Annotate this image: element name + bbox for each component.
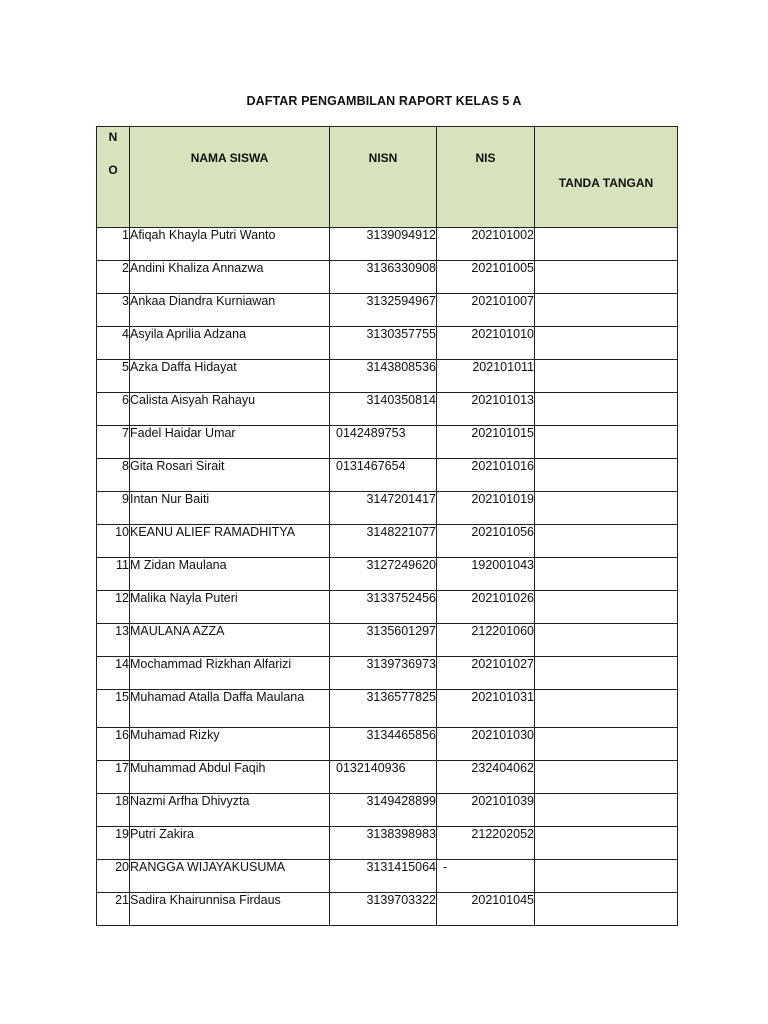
nis-cell: 202101015 bbox=[437, 426, 535, 459]
signature-cell bbox=[535, 657, 678, 690]
header-name: NAMA SISWA bbox=[130, 127, 330, 228]
table-row bbox=[97, 525, 678, 558]
student-name-cell: Ankaa Diandra Kurniawan bbox=[130, 294, 330, 327]
nis-cell: 202101010 bbox=[437, 327, 535, 360]
table-row bbox=[97, 393, 678, 426]
row-number-cell: 18 bbox=[97, 794, 130, 827]
student-name-cell: Malika Nayla Puteri bbox=[130, 591, 330, 624]
nis-cell: 202101030 bbox=[437, 728, 535, 761]
nis-cell: 232404062 bbox=[437, 761, 535, 794]
student-name-cell: RANGGA WIJAYAKUSUMA bbox=[130, 860, 330, 893]
row-number-cell: 6 bbox=[97, 393, 130, 426]
signature-cell bbox=[535, 228, 678, 261]
signature-cell bbox=[535, 624, 678, 657]
signature-cell bbox=[535, 294, 678, 327]
header-nisn: NISN bbox=[330, 127, 437, 228]
signature-cell bbox=[535, 393, 678, 426]
table-row bbox=[97, 558, 678, 591]
nis-cell: 202101039 bbox=[437, 794, 535, 827]
nisn-cell: 3136330908 bbox=[330, 261, 437, 294]
row-number-cell: 8 bbox=[97, 459, 130, 492]
nis-cell: 202101011 bbox=[437, 360, 535, 393]
table-body bbox=[97, 228, 678, 926]
nis-cell: 202101026 bbox=[437, 591, 535, 624]
roster-table bbox=[96, 126, 678, 926]
row-number-cell: 15 bbox=[97, 690, 130, 728]
nisn-cell: 3143808536 bbox=[330, 360, 437, 393]
table-row bbox=[97, 794, 678, 827]
nis-cell: 202101002 bbox=[437, 228, 535, 261]
header-no bbox=[97, 127, 130, 228]
row-number-cell: 3 bbox=[97, 294, 130, 327]
student-name-cell: Calista Aisyah Rahayu bbox=[130, 393, 330, 426]
nisn-cell: 3148221077 bbox=[330, 525, 437, 558]
signature-cell bbox=[535, 860, 678, 893]
nisn-cell: 0132140936 bbox=[330, 761, 437, 794]
student-name-cell: MAULANA AZZA bbox=[130, 624, 330, 657]
row-number-cell: 4 bbox=[97, 327, 130, 360]
table-row bbox=[97, 261, 678, 294]
row-number-cell: 21 bbox=[97, 893, 130, 926]
nisn-cell: 0142489753 bbox=[330, 426, 437, 459]
signature-cell bbox=[535, 492, 678, 525]
nis-cell: 202101007 bbox=[437, 294, 535, 327]
nisn-cell: 3134465856 bbox=[330, 728, 437, 761]
header-no-line2: O bbox=[108, 163, 118, 178]
nisn-cell: 3147201417 bbox=[330, 492, 437, 525]
row-number-cell: 5 bbox=[97, 360, 130, 393]
table-row bbox=[97, 360, 678, 393]
header-row bbox=[97, 127, 678, 228]
signature-cell bbox=[535, 728, 678, 761]
nisn-cell: 3139703322 bbox=[330, 893, 437, 926]
nis-cell: - bbox=[437, 860, 535, 893]
nisn-cell: 0131467654 bbox=[330, 459, 437, 492]
student-name-cell: Muhamad Rizky bbox=[130, 728, 330, 761]
nis-cell: 202101005 bbox=[437, 261, 535, 294]
table-row bbox=[97, 228, 678, 261]
row-number-cell: 9 bbox=[97, 492, 130, 525]
nis-cell: 212201060 bbox=[437, 624, 535, 657]
nisn-cell: 3138398983 bbox=[330, 827, 437, 860]
signature-cell bbox=[535, 459, 678, 492]
student-name-cell: Azka Daffa Hidayat bbox=[130, 360, 330, 393]
nis-cell: 202101019 bbox=[437, 492, 535, 525]
nisn-cell: 3139736973 bbox=[330, 657, 437, 690]
student-name-cell: Sadira Khairunnisa Firdaus bbox=[130, 893, 330, 926]
nisn-cell: 3149428899 bbox=[330, 794, 437, 827]
student-name-cell: Muhammad Abdul Faqih bbox=[130, 761, 330, 794]
signature-cell bbox=[535, 558, 678, 591]
student-name-cell: Intan Nur Baiti bbox=[130, 492, 330, 525]
nisn-cell: 3132594967 bbox=[330, 294, 437, 327]
row-number-cell: 13 bbox=[97, 624, 130, 657]
table-row bbox=[97, 827, 678, 860]
student-name-cell: Putri Zakira bbox=[130, 827, 330, 860]
nis-cell: 202101013 bbox=[437, 393, 535, 426]
row-number-cell: 16 bbox=[97, 728, 130, 761]
student-name-cell: Gita Rosari Sirait bbox=[130, 459, 330, 492]
student-name-cell: Afiqah Khayla Putri Wanto bbox=[130, 228, 330, 261]
nisn-cell: 3140350814 bbox=[330, 393, 437, 426]
nis-cell: 202101016 bbox=[437, 459, 535, 492]
table-row bbox=[97, 327, 678, 360]
header-signature: TANDA TANGAN bbox=[535, 127, 678, 228]
table-row bbox=[97, 860, 678, 893]
header-no-line1: N bbox=[108, 130, 118, 144]
nisn-cell: 3133752456 bbox=[330, 591, 437, 624]
nis-cell: 212202052 bbox=[437, 827, 535, 860]
student-name-cell: Muhamad Atalla Daffa Maulana bbox=[130, 690, 330, 728]
row-number-cell: 17 bbox=[97, 761, 130, 794]
table-row bbox=[97, 294, 678, 327]
student-name-cell: Mochammad Rizkhan Alfarizi bbox=[130, 657, 330, 690]
nis-cell: 202101031 bbox=[437, 690, 535, 728]
signature-cell bbox=[535, 827, 678, 860]
nisn-cell: 3131415064 bbox=[330, 860, 437, 893]
header-nis: NIS bbox=[437, 127, 535, 228]
nisn-cell: 3136577825 bbox=[330, 690, 437, 728]
table-row bbox=[97, 893, 678, 926]
row-number-cell: 14 bbox=[97, 657, 130, 690]
row-number-cell: 20 bbox=[97, 860, 130, 893]
row-number-cell: 10 bbox=[97, 525, 130, 558]
signature-cell bbox=[535, 794, 678, 827]
signature-cell bbox=[535, 591, 678, 624]
row-number-cell: 19 bbox=[97, 827, 130, 860]
nisn-cell: 3127249620 bbox=[330, 558, 437, 591]
table-row bbox=[97, 657, 678, 690]
nis-cell: 202101027 bbox=[437, 657, 535, 690]
signature-cell bbox=[535, 360, 678, 393]
table-header bbox=[97, 127, 678, 228]
signature-cell bbox=[535, 261, 678, 294]
student-name-cell: Andini Khaliza Annazwa bbox=[130, 261, 330, 294]
student-name-cell: Fadel Haidar Umar bbox=[130, 426, 330, 459]
nis-cell: 202101045 bbox=[437, 893, 535, 926]
signature-cell bbox=[535, 761, 678, 794]
row-number-cell: 11 bbox=[97, 558, 130, 591]
student-name-cell: Nazmi Arfha Dhivyzta bbox=[130, 794, 330, 827]
student-name-cell: M Zidan Maulana bbox=[130, 558, 330, 591]
table-row bbox=[97, 492, 678, 525]
table-row bbox=[97, 624, 678, 657]
signature-cell bbox=[535, 690, 678, 728]
signature-cell bbox=[535, 327, 678, 360]
document-title: DAFTAR PENGAMBILAN RAPORT KELAS 5 A bbox=[246, 94, 522, 108]
nis-cell: 192001043 bbox=[437, 558, 535, 591]
row-number-cell: 12 bbox=[97, 591, 130, 624]
table-row bbox=[97, 690, 678, 728]
student-name-cell: Asyila Aprilia Adzana bbox=[130, 327, 330, 360]
table-row bbox=[97, 591, 678, 624]
nisn-cell: 3135601297 bbox=[330, 624, 437, 657]
table-row bbox=[97, 761, 678, 794]
table-row bbox=[97, 426, 678, 459]
signature-cell bbox=[535, 426, 678, 459]
row-number-cell: 2 bbox=[97, 261, 130, 294]
nis-cell: 202101056 bbox=[437, 525, 535, 558]
table-row bbox=[97, 728, 678, 761]
student-name-cell: KEANU ALIEF RAMADHITYA bbox=[130, 525, 330, 558]
signature-cell bbox=[535, 525, 678, 558]
table-row bbox=[97, 459, 678, 492]
row-number-cell: 1 bbox=[97, 228, 130, 261]
nisn-cell: 3139094912 bbox=[330, 228, 437, 261]
nisn-cell: 3130357755 bbox=[330, 327, 437, 360]
row-number-cell: 7 bbox=[97, 426, 130, 459]
signature-cell bbox=[535, 893, 678, 926]
